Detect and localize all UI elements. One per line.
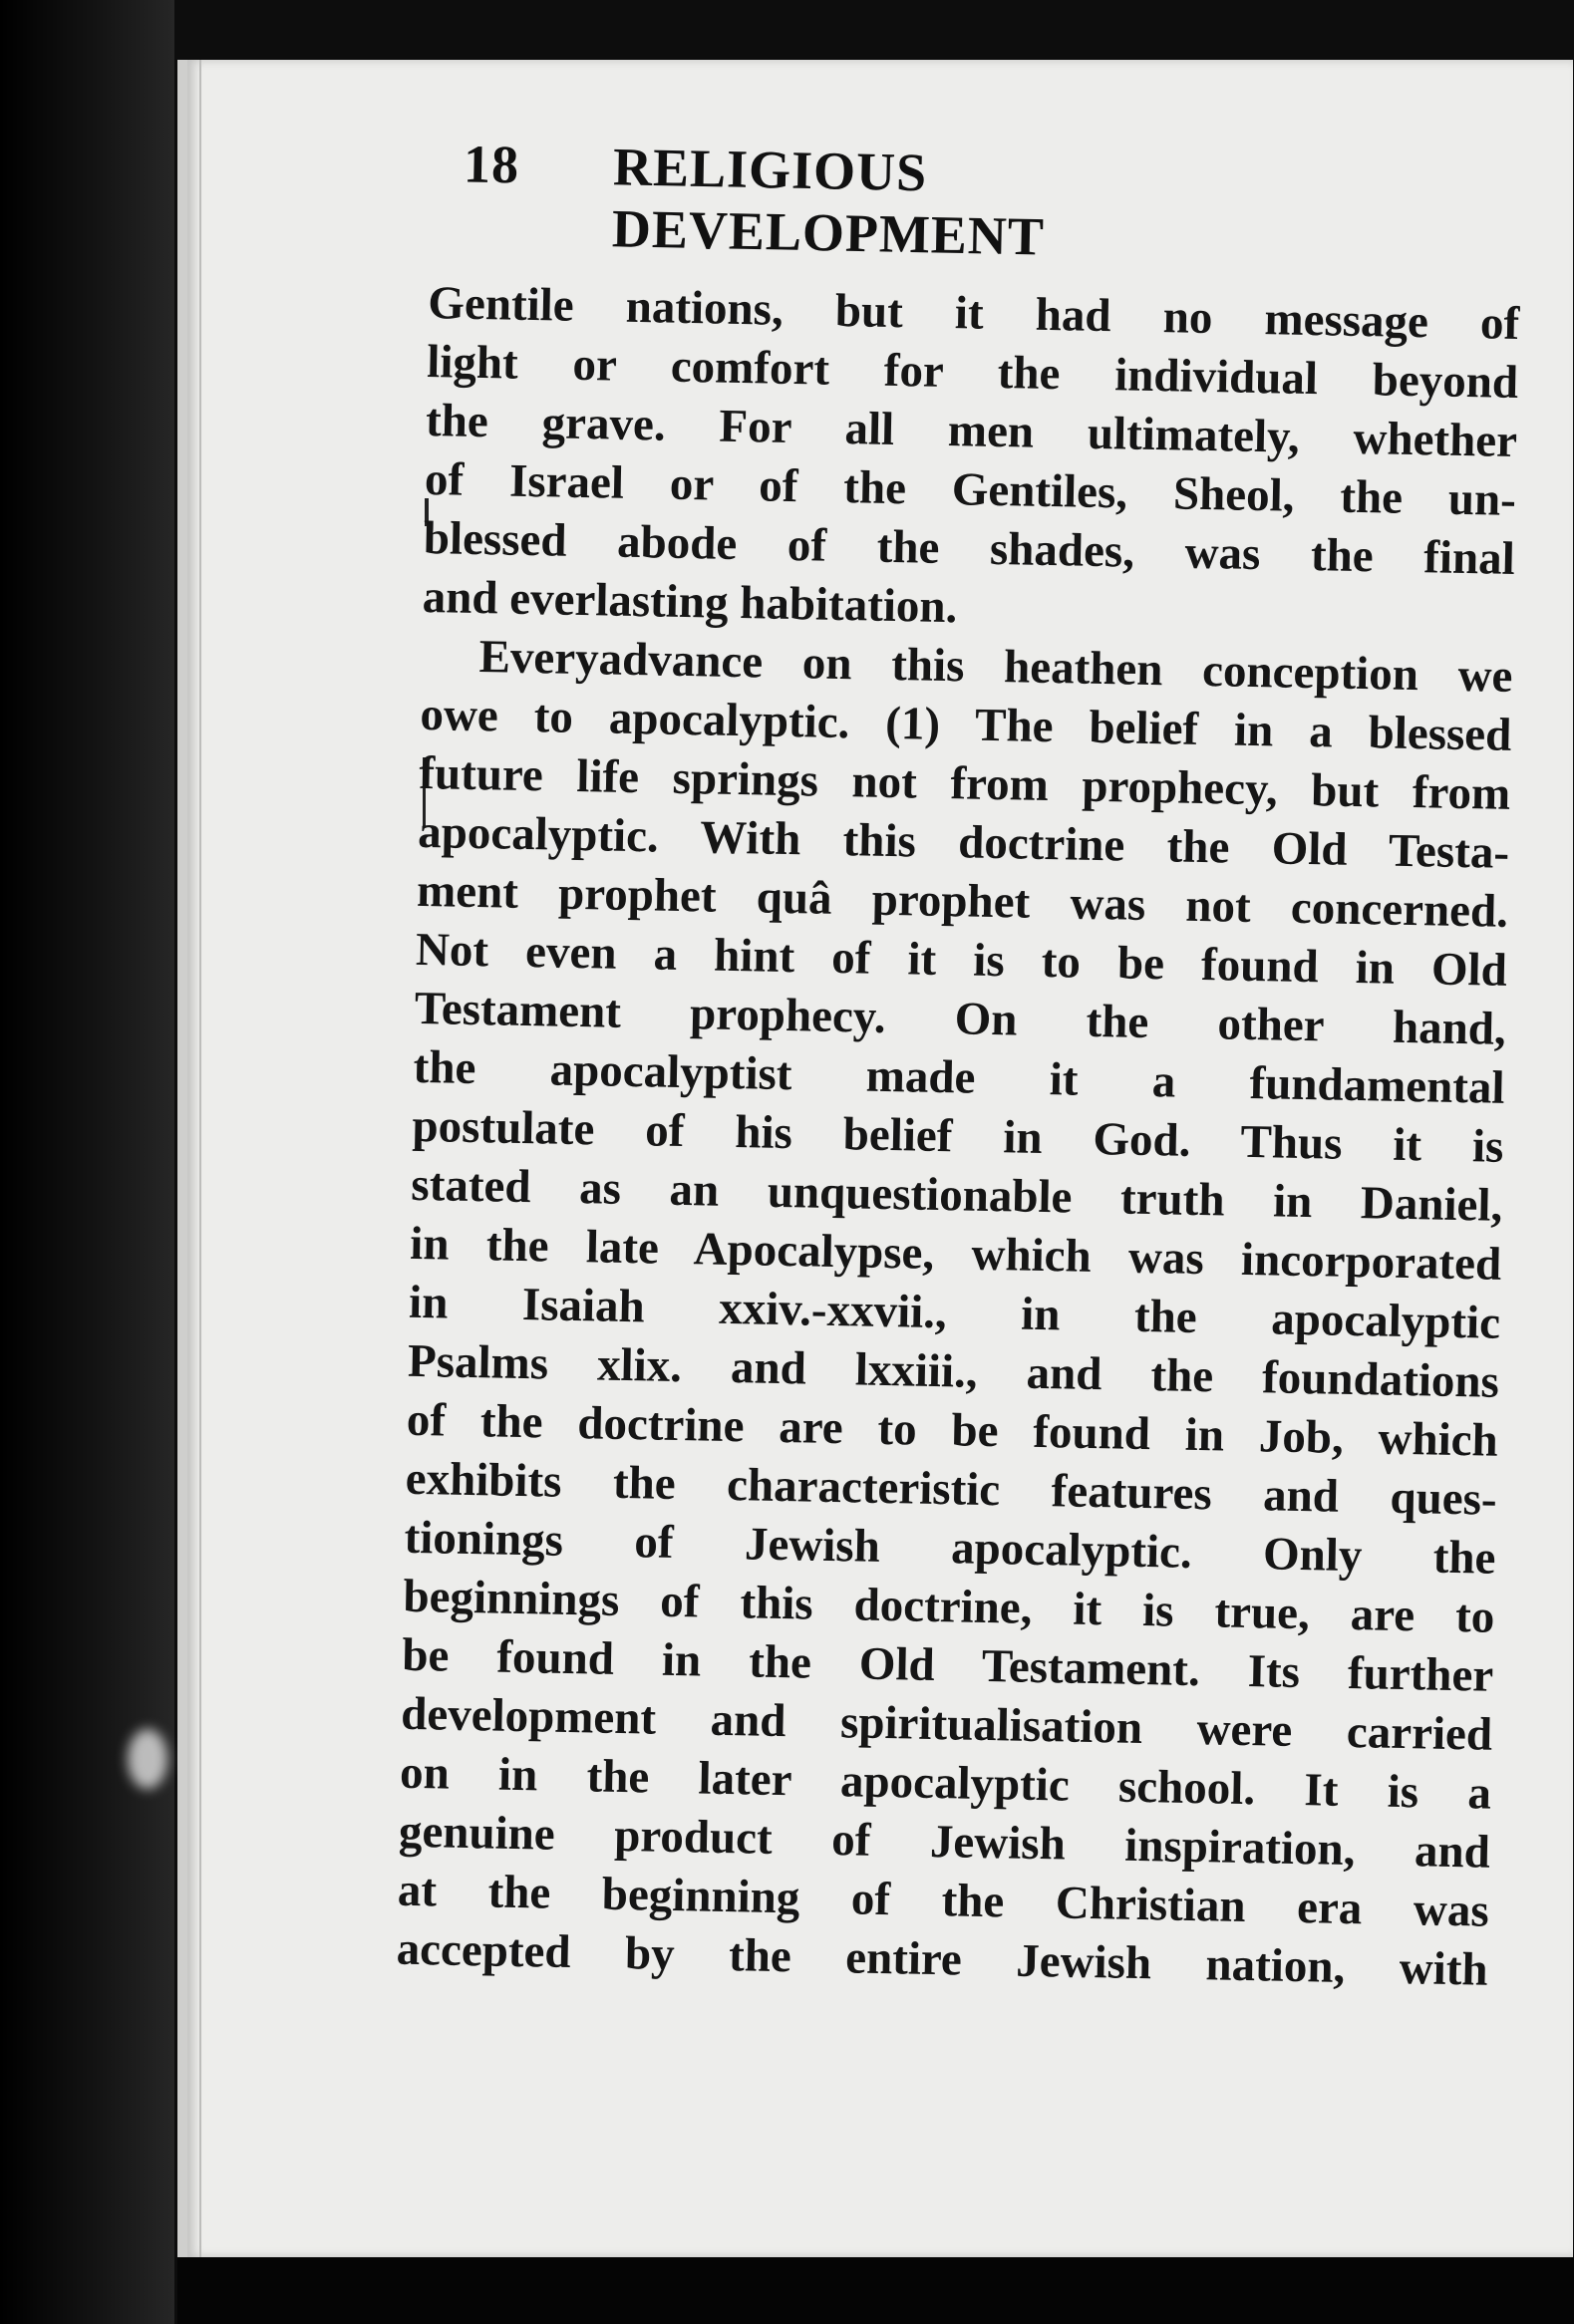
text-line: apocalyptic. With this doctrine the Old Testa-: [417, 805, 1510, 879]
body-text: [396, 274, 1520, 2000]
text-line: future life springs not from prophecy, but from: [418, 746, 1511, 820]
text-line: light or comfort for the individual beyond: [426, 335, 1519, 410]
page-number: 18: [463, 134, 520, 195]
text-line: postulate of his belief in God. Thus it is: [412, 1099, 1504, 1173]
text-line: the apocalyptist made it a fundamental: [413, 1040, 1506, 1114]
text-line: Gentile nations, but it had no message of: [427, 276, 1520, 351]
text-line: genuine product of Jewish inspiration, and: [398, 1805, 1491, 1879]
text-line: on in the later apocalyptic school. It is a: [399, 1746, 1492, 1820]
text-line: tionings of Jewish apocalyptic. Only the: [404, 1511, 1496, 1585]
text-line: Everyadvance on this heathen conception we: [478, 631, 1513, 703]
scan-bottom-border: [177, 2257, 1574, 2324]
text-line: owe to apocalyptic. (1) The belief in a blessed: [420, 688, 1512, 761]
text-line: Not even a hint of it is to be found in Old: [415, 923, 1508, 997]
text-line: beginnings of this doctrine, it is true, are to: [403, 1570, 1495, 1643]
text-line: of the doctrine are to be found in Job, which: [406, 1393, 1499, 1467]
text-line: Testament prophecy. On the other hand,: [414, 982, 1507, 1055]
text-line: in the late Apocalypse, which was incorporated: [409, 1217, 1502, 1291]
text-line: exhibits the characteristic features and ques-: [405, 1452, 1498, 1526]
text-line: accepted by the entire Jewish nation, with: [396, 1922, 1489, 1996]
text-line: the grave. For all men ultimately, whether: [425, 394, 1518, 467]
text-line: Psalms xlix. and lxxiii., and the foundations: [407, 1334, 1500, 1408]
scan-left-border: [0, 0, 174, 2324]
text-line: blessed abode of the shades, was the final: [423, 511, 1516, 585]
text-line: development and spiritualisation were carried: [400, 1687, 1493, 1761]
text-line: and everlasting habitation.: [422, 570, 958, 634]
text-line: be found in the Old Testament. Its further: [401, 1628, 1494, 1702]
scan-light-speck: [128, 1729, 167, 1789]
page-gutter-line: [199, 60, 201, 2257]
text-line: ment prophet quâ prophet was not concerned.: [416, 864, 1509, 938]
text-line: in Isaiah xxiv.-xxvii., in the apocalyptic: [408, 1276, 1501, 1349]
text-line: at the beginning of the Christian era was: [397, 1864, 1490, 1937]
text-line: stated as an unquestionable truth in Daniel,: [410, 1158, 1503, 1232]
running-title: RELIGIOUS DEVELOPMENT: [611, 137, 1046, 267]
text-line: of Israel or of the Gentiles, Sheol, the un-: [424, 452, 1517, 526]
